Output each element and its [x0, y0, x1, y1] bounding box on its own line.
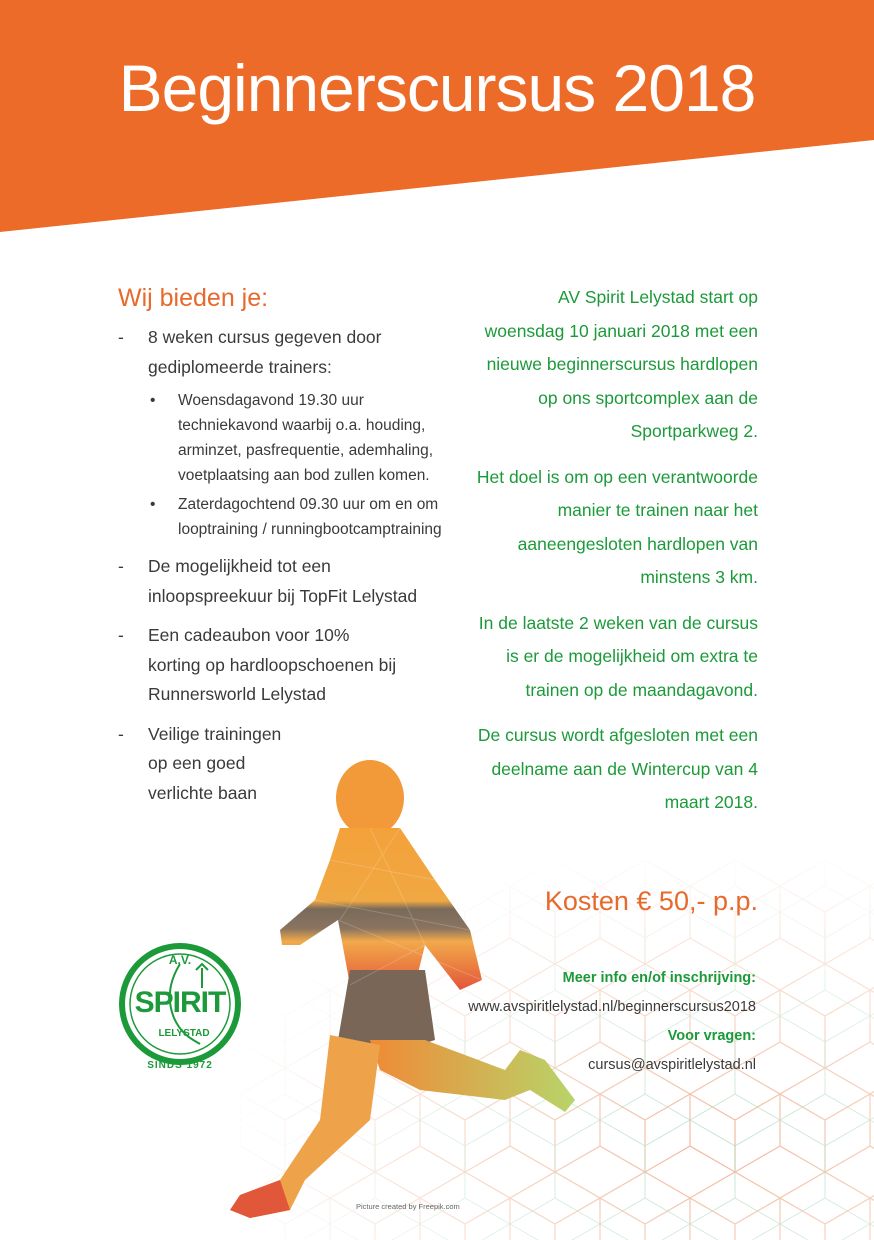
dash-marker: -: [118, 327, 124, 347]
schedule-item-text: Woensdagavond 19.30 uur techniekavond waarbij o.a. houding, arminzet, pasfrequentie, ademhaling, voetplaatsing aan bod zullen komen.: [178, 392, 434, 484]
info-paragraph-extra: In de laatste 2 weken van de cursus is er de mogelijkheid om extra te trainen op de maandagavond.: [478, 612, 758, 700]
schedule-list: [148, 388, 458, 542]
offer-section: [118, 284, 458, 818]
dash-marker: -: [118, 556, 124, 576]
offer-item-safety: [118, 720, 288, 809]
contact-section: [468, 964, 756, 1080]
info-section: [476, 281, 758, 832]
image-credit: Picture created by Freepik.com: [356, 1202, 460, 1211]
info-paragraph-goal: Het doel is om op een verantwoorde manier te trainen naar het aaneengesloten hardlopen van minstens 3 km.: [476, 466, 758, 587]
dash-marker: -: [118, 625, 124, 645]
logo-city-text: LELYSTAD: [158, 1028, 210, 1039]
offer-item-course: [118, 323, 458, 542]
questions-label: Voor vragen:: [667, 1028, 756, 1044]
schedule-item-text: Zaterdagochtend 09.30 uur om en om looptraining / runningbootcamptraining: [178, 496, 442, 538]
logo-name-text: SPIRIT: [134, 986, 226, 1019]
website-link[interactable]: www.avspiritlelystad.nl/beginnerscursus2018: [468, 999, 756, 1015]
offer-item-text: Een cadeaubon voor 10% korting op hardloopschoenen bij Runnersworld Lelystad: [148, 625, 397, 704]
email-link[interactable]: cursus@avspiritlelystad.nl: [588, 1057, 756, 1073]
info-paragraph-wintercup: De cursus wordt afgesloten met een deelname aan de Wintercup van 4 maart 2018.: [477, 725, 758, 812]
page-title: Beginnerscursus 2018: [118, 51, 756, 125]
dash-marker: -: [118, 723, 124, 744]
info-paragraph-start: AV Spirit Lelystad start op woensdag 10 januari 2018 met een nieuwe beginnerscursus hardlopen op ons sportcomplex aan de Sportparkweg 2.: [484, 287, 758, 441]
logo-top-text: A.V.: [168, 953, 192, 967]
bullet-marker: •: [150, 496, 156, 513]
logo-since-text: SINDS 1972: [147, 1060, 213, 1071]
bullet-marker: •: [150, 392, 156, 409]
offer-item-text: Veilige trainingen op een goed verlichte baan: [148, 723, 282, 803]
schedule-item-saturday: [148, 492, 458, 542]
info-label: Meer info en/of inschrijving:: [562, 970, 756, 986]
offer-item-voucher: [118, 621, 398, 710]
offer-item-text: De mogelijkheid tot een inloopspreekuur bij TopFit Lelystad: [148, 556, 418, 606]
club-logo: [116, 940, 244, 1080]
offer-item-text: 8 weken cursus gegeven door gediplomeerde trainers:: [148, 327, 382, 377]
schedule-item-wednesday: [148, 388, 458, 488]
price-label: Kosten € 50,- p.p.: [544, 886, 758, 916]
offer-item-consultation: [118, 552, 458, 611]
offer-heading: Wij bieden je:: [118, 284, 269, 312]
